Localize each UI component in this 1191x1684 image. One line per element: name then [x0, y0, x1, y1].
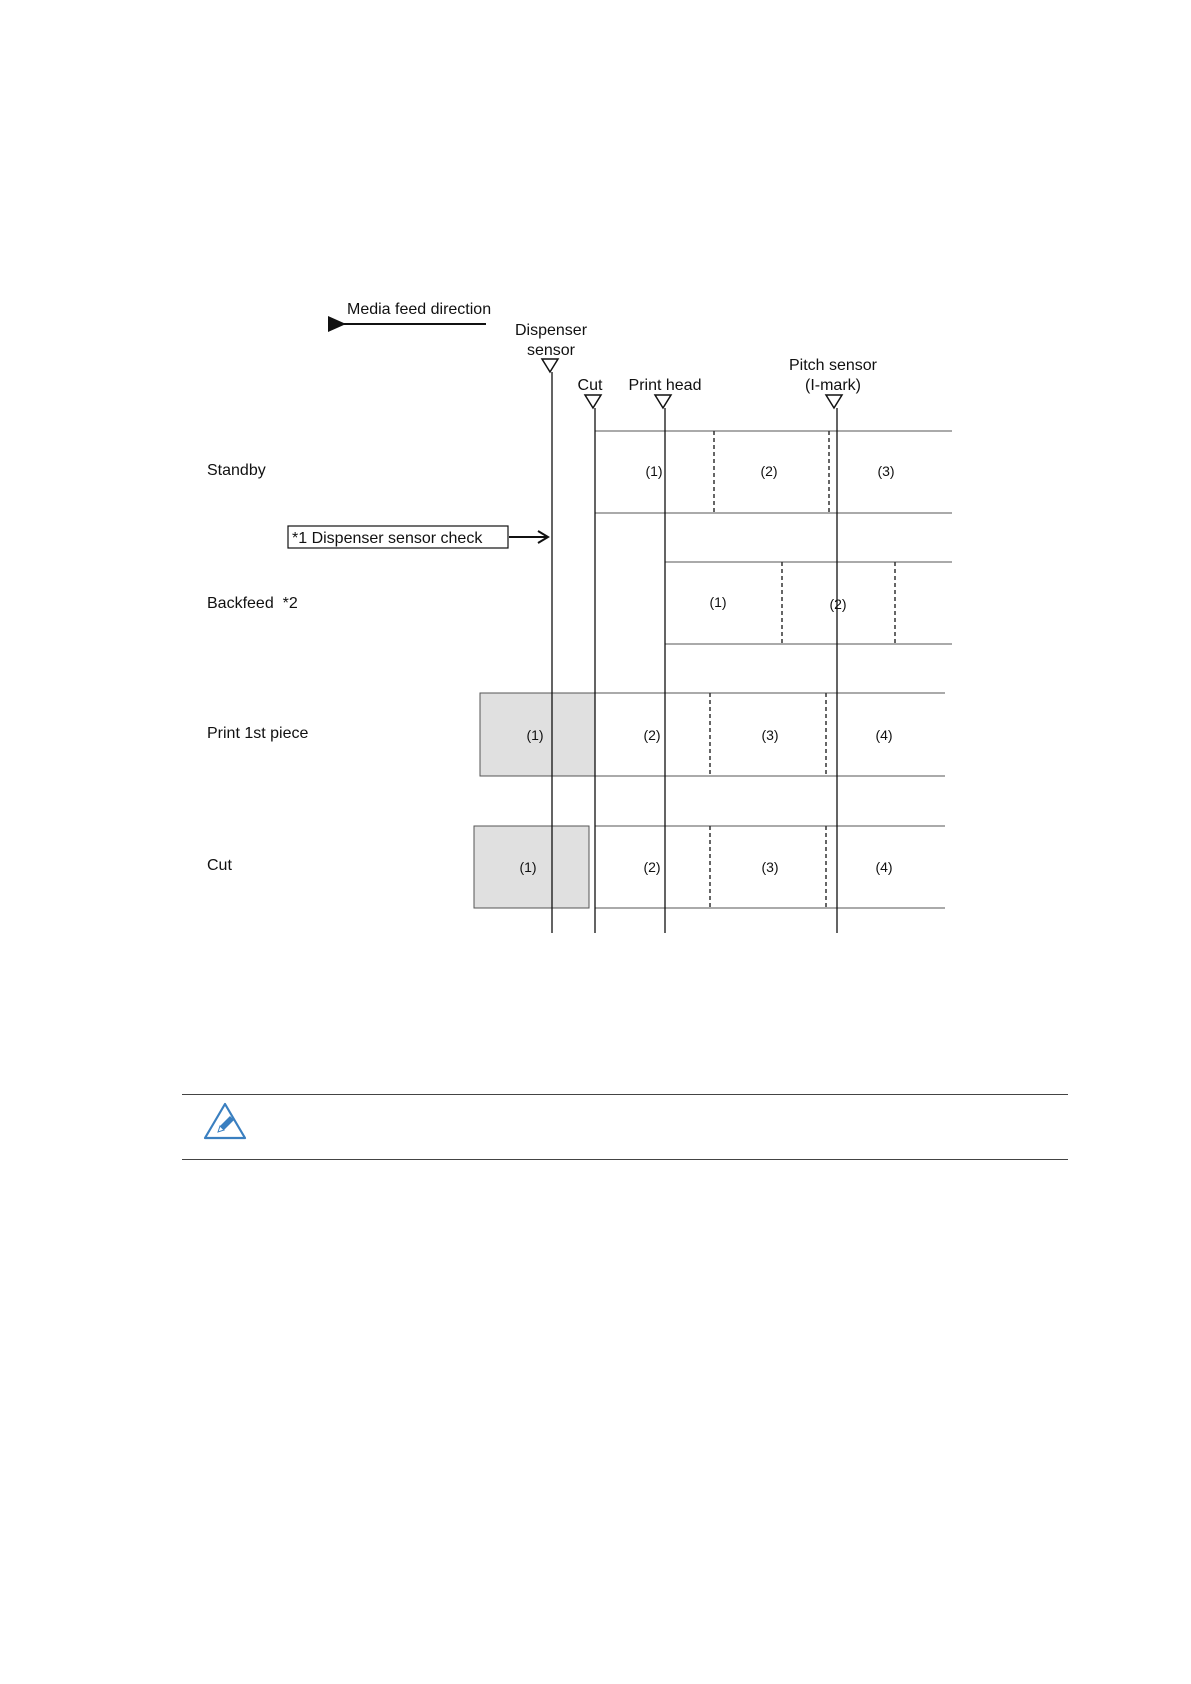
- label-number: (1): [526, 727, 544, 743]
- dispenser-sensor-label-1: Dispenser: [514, 322, 588, 339]
- print-head-marker: [655, 395, 671, 408]
- label-number: (3): [761, 727, 779, 743]
- row-label-cut: Cut: [207, 857, 232, 874]
- label-number: (3): [877, 463, 895, 479]
- sensor-lines: [552, 372, 837, 933]
- label-number: (4): [875, 859, 893, 875]
- pitch-sensor-label-1: Pitch sensor: [788, 357, 878, 374]
- strip-cut: [474, 826, 945, 908]
- label-number: (2): [643, 727, 661, 743]
- row-labels: [207, 462, 308, 874]
- print-head-label: Print head: [628, 377, 702, 394]
- cut-marker: [585, 395, 601, 408]
- note-top-rule: [182, 1094, 1068, 1095]
- strip-print-1st-piece: [480, 693, 945, 776]
- pencil-note-icon: [203, 1102, 247, 1142]
- label-number: (2): [760, 463, 778, 479]
- label-number: (3): [761, 859, 779, 875]
- row-label-backfeed: Backfeed *2: [207, 595, 298, 612]
- label-number: (4): [875, 727, 893, 743]
- dispenser-sensor-check-callout: [288, 526, 548, 548]
- row-label-print-1st-piece: Print 1st piece: [207, 725, 309, 742]
- pitch-sensor-marker: [826, 395, 842, 408]
- dispenser-sensor-marker: [542, 359, 558, 372]
- pitch-sensor-label-2: (I-mark): [805, 377, 861, 394]
- label-number: (1): [709, 594, 727, 610]
- feed-direction: [344, 301, 491, 324]
- cut-label: Cut: [577, 377, 603, 394]
- label-number: (2): [829, 596, 847, 612]
- label-number: (2): [643, 859, 661, 875]
- callout-text: *1 Dispenser sensor check: [292, 530, 483, 547]
- label-number: (1): [519, 859, 537, 875]
- strip-standby: [595, 431, 952, 513]
- feed-direction-label: Media feed direction: [347, 301, 492, 318]
- note-bottom-rule: [182, 1159, 1068, 1160]
- sensor-labels: [515, 322, 878, 394]
- dispenser-sensor-label-2: sensor: [526, 342, 576, 359]
- label-number: (1): [645, 463, 663, 479]
- row-label-standby: Standby: [207, 462, 266, 479]
- strip-backfeed: [665, 562, 952, 644]
